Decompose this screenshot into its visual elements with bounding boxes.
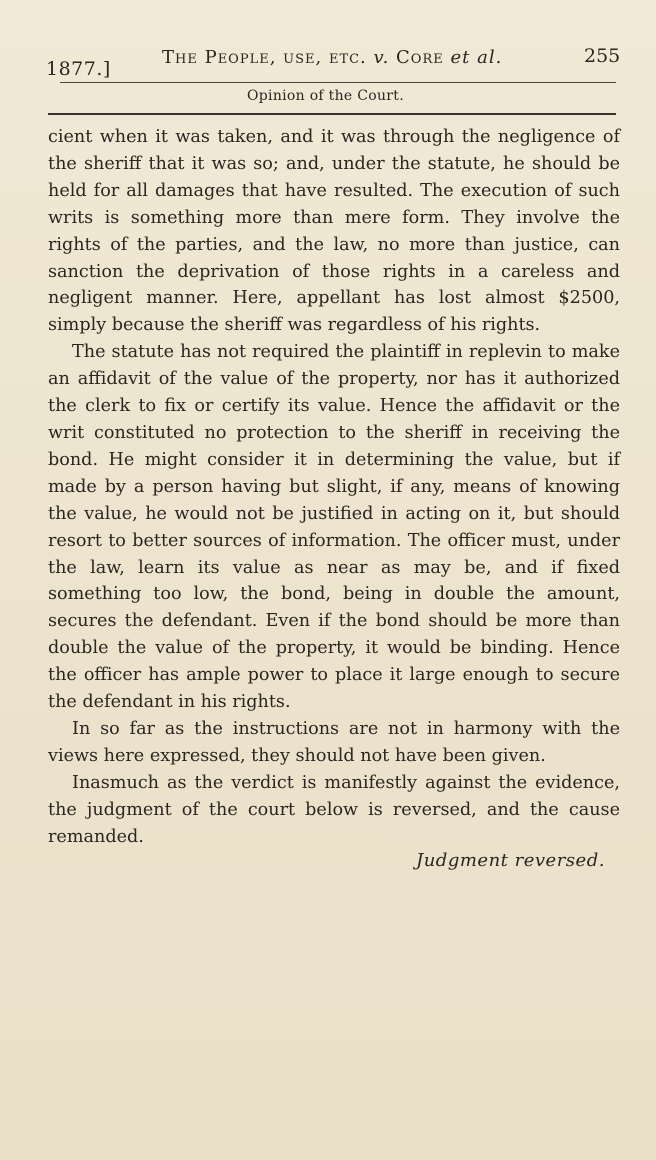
- case-title-etal: et al.: [450, 47, 503, 68]
- opinion-body: [48, 124, 620, 850]
- section-label: Opinion of the Court.: [247, 88, 404, 104]
- case-title-core: Core: [396, 47, 444, 68]
- case-title: [162, 47, 502, 68]
- case-title-people: People,: [204, 47, 277, 68]
- case-title-versus: v.: [373, 47, 390, 68]
- header-rule-bottom: [48, 113, 616, 115]
- paragraph-continued: cient when it was taken, and it was through the negligence of the sheriff that it was so; and, under the statute, he should be held for all damages that have resulted. The execution of such writs is something more than mere form. They involve the rights of the parties, and the law, no more than justice, can sanction the deprivation of those rights in a careless and negligent manner. Here, appellant has lost almost $2500, simply because the sheriff was regardless of his rights.: [48, 127, 620, 336]
- case-title-the: The: [162, 47, 198, 68]
- year-marker: 1877.]: [46, 58, 111, 80]
- header-rule-top: [60, 82, 616, 83]
- page-number: 255: [584, 45, 621, 67]
- paragraph-instructions: In so far as the instructions are not in harmony with the views here expressed, they should not have been given.: [48, 718, 620, 766]
- running-head: [0, 0, 656, 130]
- judgment-signoff: Judgment reversed.: [416, 850, 605, 871]
- paragraph-statute: The statute has not required the plaintiff in replevin to make an affidavit of the value of the property, nor has it authorized the clerk to fix or certify its value. Hence the affidavit or the writ constituted no protection to the sheriff in receiving the bond. He might consider it in determining the value, but if made by a person having but slight, if any, means of knowing the value, he would not be justified in acting on it, but should resort to better sources of information. The officer must, under the law, learn its value as near as may be, and if fixed something too low, the bond, being in double the amount, secures the defendant. Even if the bond should be more than double the value of the property, it would be binding. Hence the officer has ample power to place it large enough to secure the defendant in his rights.: [48, 342, 620, 713]
- paragraph-conclusion: Inasmuch as the verdict is manifestly against the evidence, the judgment of the court below is reversed, and the cause remanded.: [48, 772, 620, 847]
- case-title-use: use, etc.: [276, 47, 367, 68]
